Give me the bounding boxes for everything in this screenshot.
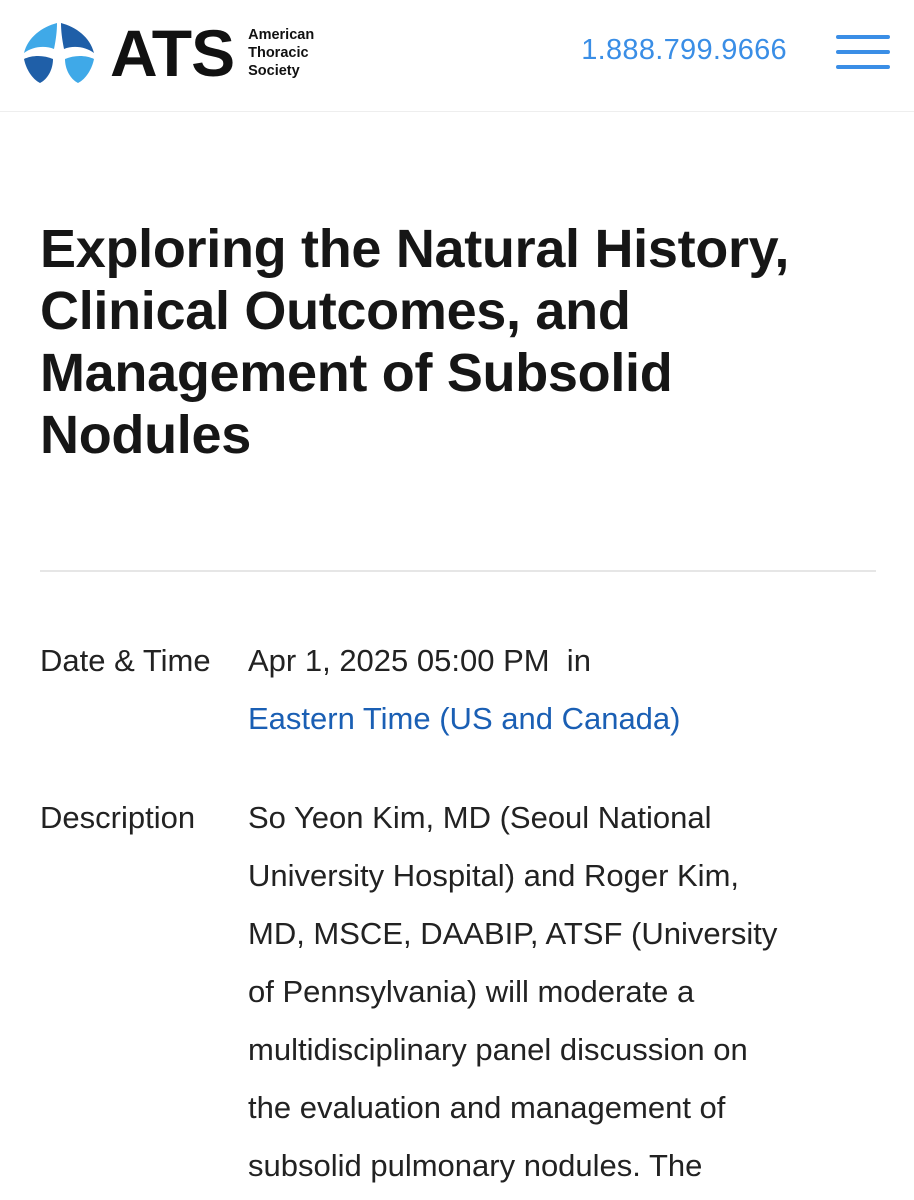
- page-title: Exploring the Natural History, Clinical Outcomes, and Management of Subsolid Nodules: [40, 219, 790, 465]
- description-line: the evaluation and management of: [248, 1090, 726, 1125]
- description-line: of Pennsylvania) will moderate a: [248, 974, 695, 1009]
- description-line: MD, MSCE, DAABIP, ATSF (University: [248, 916, 778, 951]
- description-text: [248, 789, 848, 1195]
- hamburger-menu-icon[interactable]: [836, 35, 890, 71]
- timezone-link[interactable]: Eastern Time (US and Canada): [248, 701, 681, 736]
- site-header: [0, 0, 914, 112]
- description-line: multidisciplinary panel discussion on: [248, 1032, 748, 1067]
- divider: [40, 570, 876, 572]
- phone-link[interactable]: 1.888.799.9666: [581, 34, 787, 66]
- logo-society-line: Thoracic: [248, 45, 309, 61]
- logo-society-name: [248, 26, 314, 80]
- date-time-value: [248, 632, 848, 748]
- description-line: subsolid pulmonary nodules. The: [248, 1148, 703, 1183]
- date-time-label: Date & Time: [40, 643, 211, 678]
- ats-logo[interactable]: [22, 16, 315, 90]
- description-line: University Hospital) and Roger Kim,: [248, 858, 740, 893]
- description-label: Description: [40, 800, 196, 835]
- date-time-text: Apr 1, 2025 05:00 PM in: [248, 643, 591, 678]
- logo-wordmark: ATS: [110, 16, 235, 90]
- logo-society-line: Society: [248, 63, 300, 79]
- ats-lungs-logo-icon: [22, 21, 96, 85]
- logo-society-line: American: [248, 27, 315, 43]
- description-line: So Yeon Kim, MD (Seoul National: [248, 800, 712, 835]
